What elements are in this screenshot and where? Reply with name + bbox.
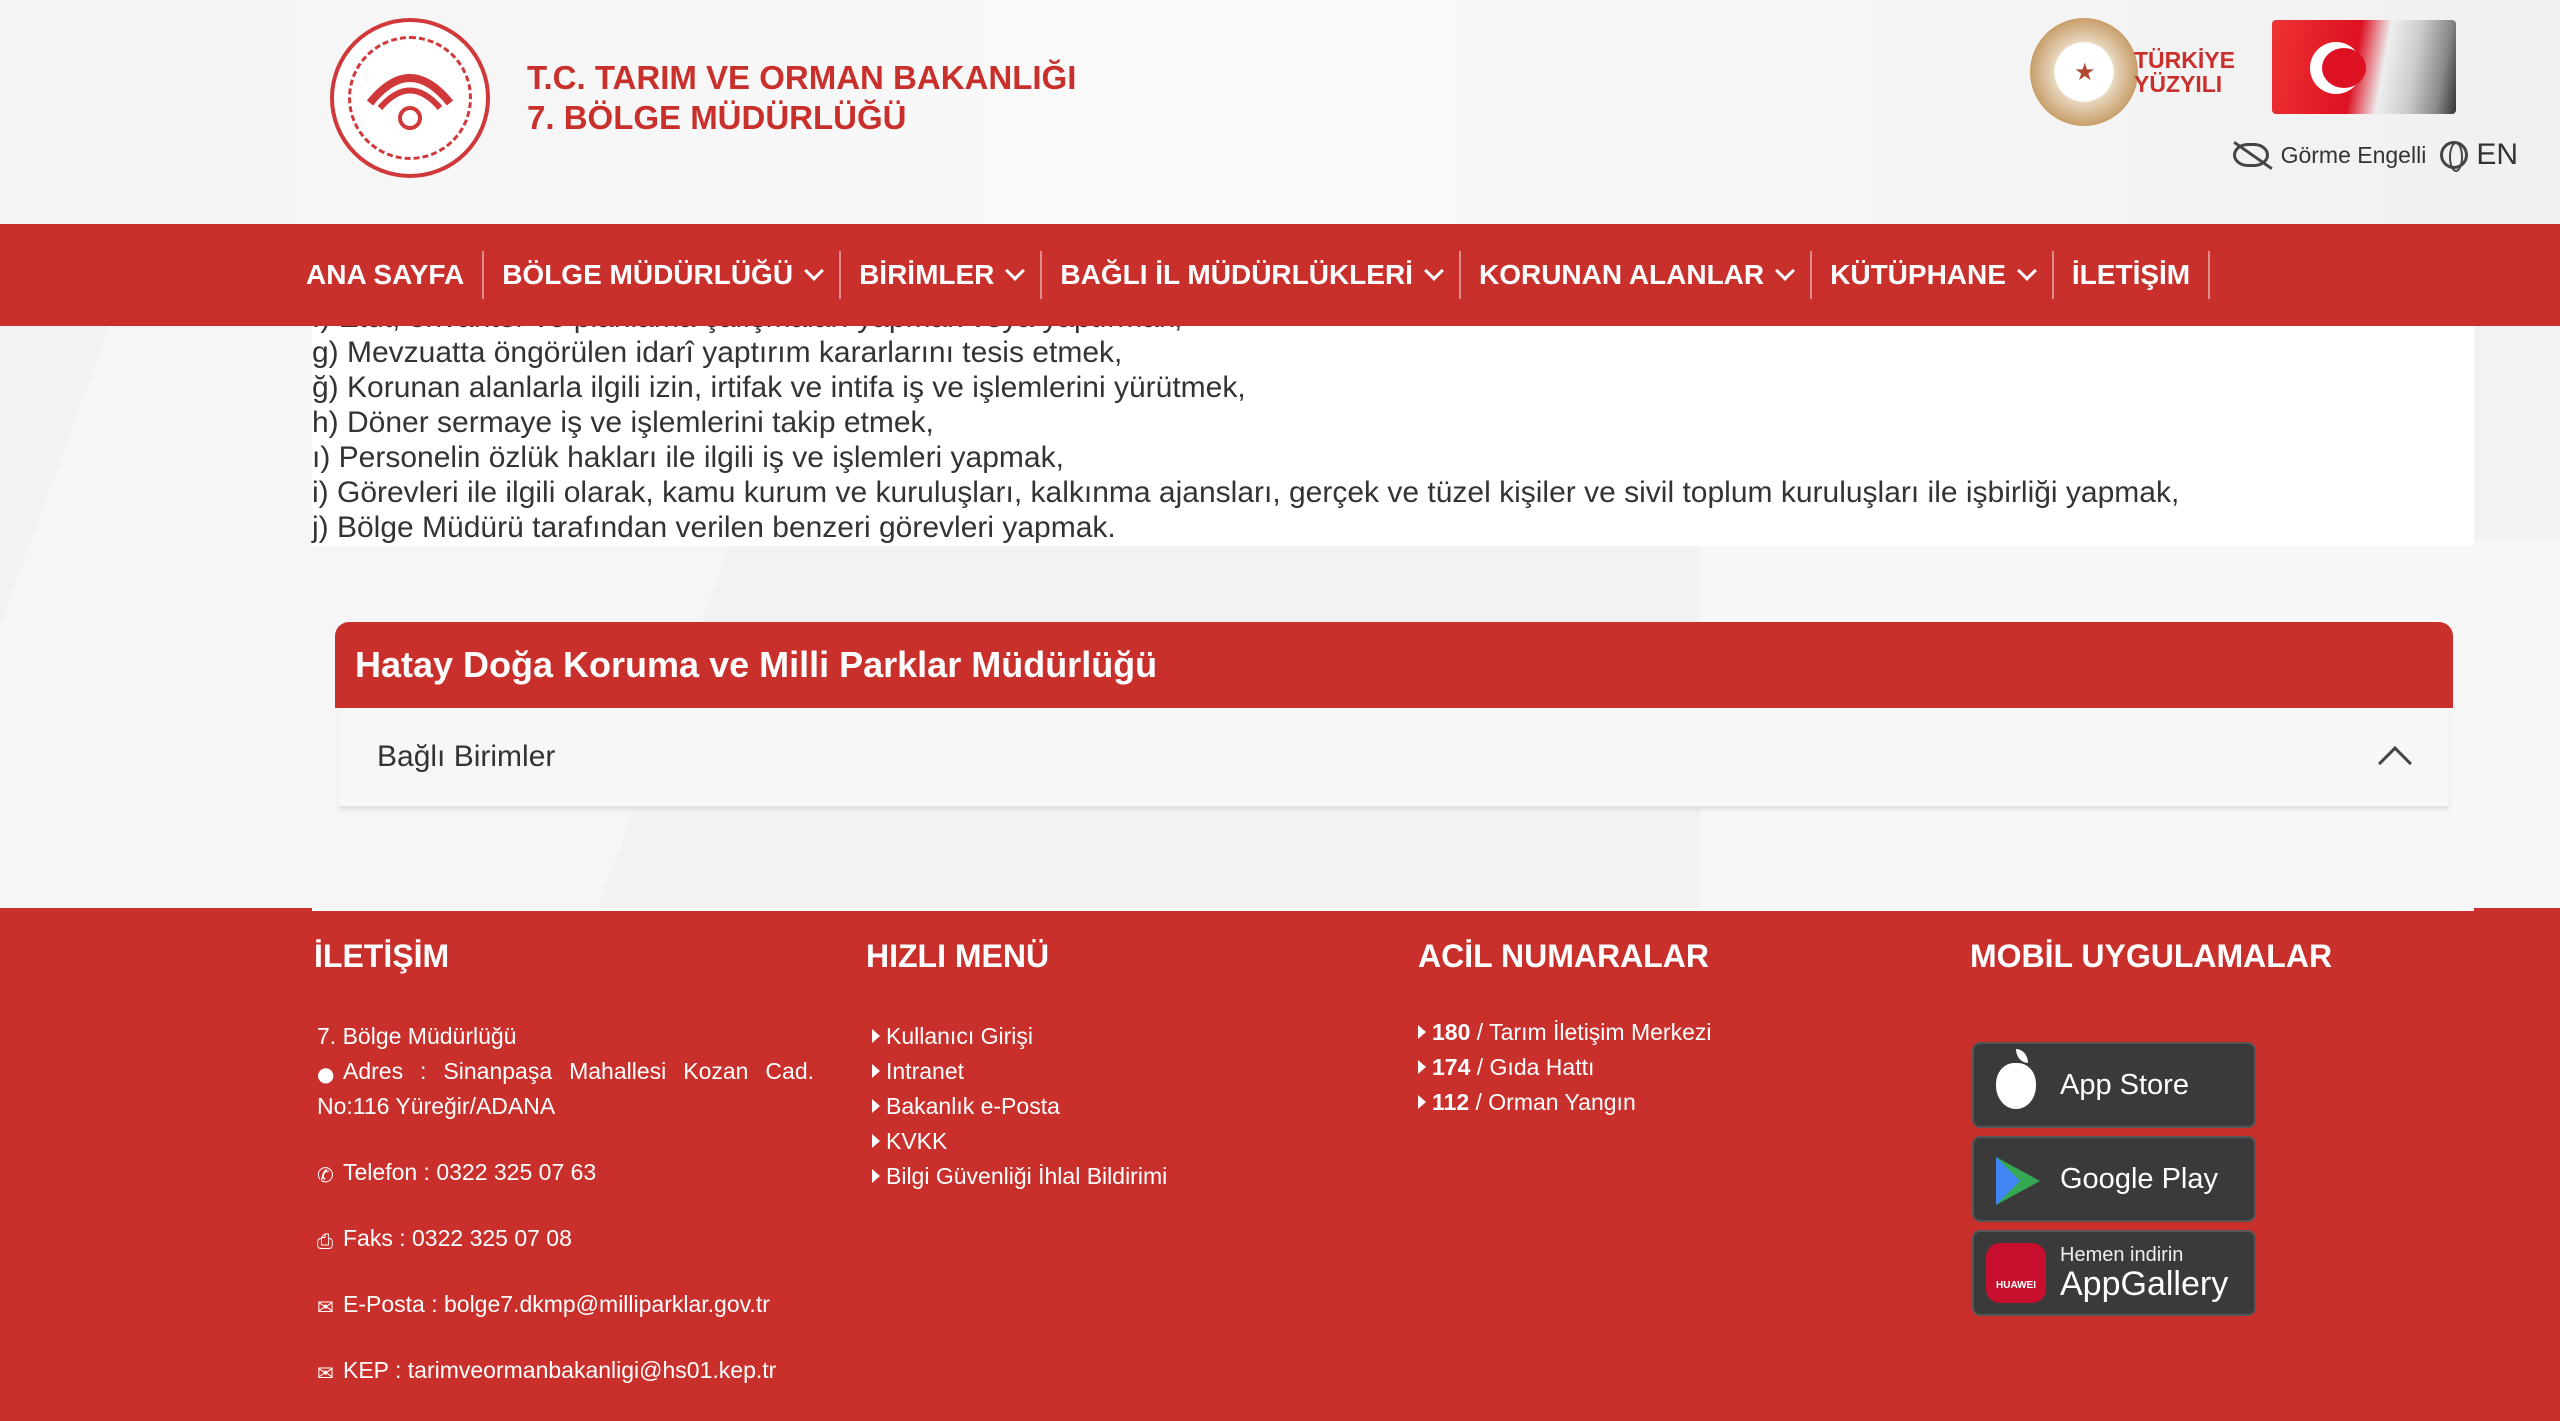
turkiye-logo-line2: YÜZYILI: [2134, 71, 2223, 97]
google-play-label: Google Play: [2060, 1162, 2218, 1195]
emergency-number: 112: [1432, 1089, 1470, 1115]
turkiye-yuzyili-logo[interactable]: [2030, 18, 2240, 128]
caret-right-icon: [872, 1029, 880, 1043]
nav-item-korunan-alanlar[interactable]: [1461, 251, 1812, 299]
emergency-item[interactable]: [1418, 1050, 1711, 1085]
appgallery-button[interactable]: [1972, 1230, 2256, 1316]
contact-email: [314, 1287, 814, 1322]
contact-fax-text: Faks : 0322 325 07 08: [343, 1225, 572, 1251]
huawei-label: HUAWEI: [1986, 1243, 2046, 1303]
quick-link-bilgi-guvenligi[interactable]: [866, 1159, 1167, 1194]
quick-link-label: Intranet: [886, 1058, 964, 1084]
envelope-icon: ✉: [317, 1361, 334, 1385]
app-store-button[interactable]: [1972, 1042, 2256, 1128]
quick-link-kvkk[interactable]: [866, 1124, 1167, 1159]
quick-link-label: Bakanlık e-Posta: [886, 1093, 1060, 1119]
chevron-down-icon: [1775, 261, 1795, 281]
chevron-down-icon: [1424, 261, 1444, 281]
contact-kep: [314, 1353, 814, 1388]
contact-fax: [314, 1221, 814, 1256]
nav-item-bagli-il-mudurlukleri[interactable]: [1042, 251, 1461, 299]
nav-item-label: KÜTÜPHANE: [1830, 259, 2006, 290]
site-header: [0, 0, 2560, 224]
caret-right-icon: [1418, 1025, 1426, 1039]
nav-item-label: İLETİŞİM: [2071, 259, 2191, 290]
emergency-number: 174: [1432, 1054, 1471, 1080]
quick-link-bakanlik-eposta[interactable]: [866, 1089, 1167, 1124]
google-play-button[interactable]: [1972, 1136, 2256, 1222]
footer-contact: [314, 938, 814, 1388]
site-footer: [0, 908, 2560, 1421]
quick-menu-heading: HIZLI MENÜ: [866, 938, 1050, 974]
emergency-heading: ACİL NUMARALAR: [1418, 938, 1709, 974]
fax-icon: ⎙: [317, 1229, 333, 1253]
turkiye-logo-line1: TÜRKİYE: [2134, 47, 2235, 73]
accordion-toggle[interactable]: [339, 708, 2449, 808]
caret-right-icon: [872, 1064, 880, 1078]
caret-right-icon: [872, 1134, 880, 1148]
nav-item-label: BİRİMLER: [859, 259, 995, 290]
phone-icon: ✆: [317, 1163, 334, 1187]
app-store-label: App Store: [2060, 1068, 2189, 1101]
caret-right-icon: [872, 1169, 880, 1183]
nav-item-iletisim[interactable]: [2054, 251, 2210, 299]
footer-divider: [312, 908, 2474, 911]
quick-link-label: Bilgi Güvenliği İhlal Bildirimi: [886, 1163, 1168, 1189]
language-switch[interactable]: EN: [2476, 138, 2518, 171]
envelope-icon: ✉: [317, 1295, 334, 1319]
card-title: Hatay Doğa Koruma ve Milli Parklar Müdürlüğü: [335, 622, 2453, 708]
map-marker-icon: ●: [317, 1062, 335, 1086]
quick-link-label: Kullanıcı Girişi: [886, 1023, 1033, 1049]
eye-slash-icon[interactable]: [2233, 143, 2269, 167]
duty-line: i) Görevleri ile ilgili olarak, kamu kurum ve kuruluşları, kalkınma ajansları, gerçek ve tüzel kişiler ve sivil toplum kuruluşları ile işbirliği yapmak,: [312, 476, 2180, 509]
emergency-item[interactable]: [1418, 1085, 1711, 1120]
crescent-icon: [2310, 42, 2362, 94]
ministry-logo[interactable]: [330, 18, 490, 178]
footer-mobile-apps: [1970, 938, 2470, 1398]
contact-phone-text: Telefon : 0322 325 07 63: [343, 1159, 597, 1185]
nav-item-label: ANA SAYFA: [306, 259, 465, 290]
accordion-label: Bağlı Birimler: [377, 740, 556, 773]
footer-quick-menu: [866, 938, 1167, 1194]
caret-right-icon: [872, 1099, 880, 1113]
globe-icon[interactable]: [2440, 141, 2468, 169]
huawei-icon: [1986, 1243, 2046, 1303]
contact-heading: İLETİŞİM: [314, 938, 450, 974]
chevron-down-icon: [1005, 261, 1025, 281]
nav-item-label: BÖLGE MÜDÜRLÜĞÜ: [502, 259, 794, 290]
quick-link-label: KVKK: [886, 1128, 948, 1154]
appgallery-big-text: AppGallery: [2060, 1265, 2229, 1303]
duty-line: ğ) Korunan alanlarla ilgili izin, irtifak ve intifa iş ve işlemlerini yürütmek,: [312, 371, 1246, 404]
header-tools: [2233, 138, 2518, 172]
emergency-label: / Tarım İletişim Merkezi: [1470, 1019, 1712, 1045]
caret-right-icon: [1418, 1060, 1426, 1074]
duty-line: h) Döner sermaye iş ve işlemlerini takip etmek,: [312, 406, 934, 439]
contact-phone: [314, 1155, 814, 1190]
emergency-label: / Orman Yangın: [1469, 1089, 1636, 1115]
ministry-title-line2: 7. BÖLGE MÜDÜRLÜĞÜ: [527, 99, 907, 136]
chevron-up-icon[interactable]: [2378, 746, 2412, 780]
duty-line: ı) Personelin özlük hakları ile ilgili iş ve işlemleri yapmak,: [312, 441, 1064, 474]
ministry-title-line1: T.C. TARIM VE ORMAN BAKANLIĞI: [527, 59, 1077, 96]
turkiye-yuzyili-text: [2134, 48, 2235, 96]
emergency-item[interactable]: [1418, 1015, 1711, 1050]
chevron-down-icon: [2017, 261, 2037, 281]
apple-icon: [1986, 1055, 2046, 1115]
appgallery-small-text: Hemen indirin: [2060, 1244, 2184, 1266]
contact-org: 7. Bölge Müdürlüğü: [317, 1023, 517, 1049]
mobile-heading: MOBİL UYGULAMALAR: [1970, 938, 2333, 974]
nav-item-birimler[interactable]: [841, 251, 1042, 299]
duty-line: g) Mevzuatta öngörülen idarî yaptırım kararlarını tesis etmek,: [312, 336, 1123, 369]
nav-item-label: KORUNAN ALANLAR: [1478, 259, 1765, 290]
quick-link-intranet[interactable]: [866, 1054, 1167, 1089]
ministry-title[interactable]: [527, 58, 1076, 138]
flag-portrait-image[interactable]: [2272, 20, 2456, 114]
quick-link-kullanici-girisi[interactable]: [866, 1019, 1167, 1054]
ministry-seal-icon: [348, 36, 472, 160]
duties-text: [312, 300, 2179, 545]
nav-item-kutuphane[interactable]: [1812, 251, 2054, 299]
nav-item-bolge-mudurlugu[interactable]: [484, 251, 841, 299]
main-nav: [0, 224, 2560, 326]
contact-address-text: Adres : Sinanpaşa Mahallesi Kozan Cad. No:116 Yüreğir/ADANA: [317, 1058, 814, 1119]
contact-kep-text[interactable]: KEP : tarimveormanbakanligi@hs01.kep.tr: [343, 1357, 777, 1383]
appgallery-label: [2060, 1244, 2228, 1302]
sun-emblem-icon: ★: [2030, 18, 2138, 126]
emergency-number: 180: [1432, 1019, 1471, 1045]
emergency-label: / Gıda Hattı: [1470, 1054, 1595, 1080]
contact-email-text[interactable]: E-Posta : bolge7.dkmp@milliparklar.gov.tr: [343, 1291, 770, 1317]
nav-item-label: BAĞLI İL MÜDÜRLÜKLERİ: [1060, 259, 1413, 290]
caret-right-icon: [1418, 1095, 1426, 1109]
nav-item-ana-sayfa[interactable]: [288, 251, 484, 299]
google-play-icon: [1986, 1149, 2046, 1209]
contact-address: [314, 1054, 814, 1124]
chevron-down-icon: [804, 261, 824, 281]
footer-emergency: [1418, 938, 1711, 1120]
duty-line: j) Bölge Müdürü tarafından verilen benzeri görevleri yapmak.: [312, 511, 1116, 544]
accessibility-link[interactable]: Görme Engelli: [2280, 141, 2427, 168]
